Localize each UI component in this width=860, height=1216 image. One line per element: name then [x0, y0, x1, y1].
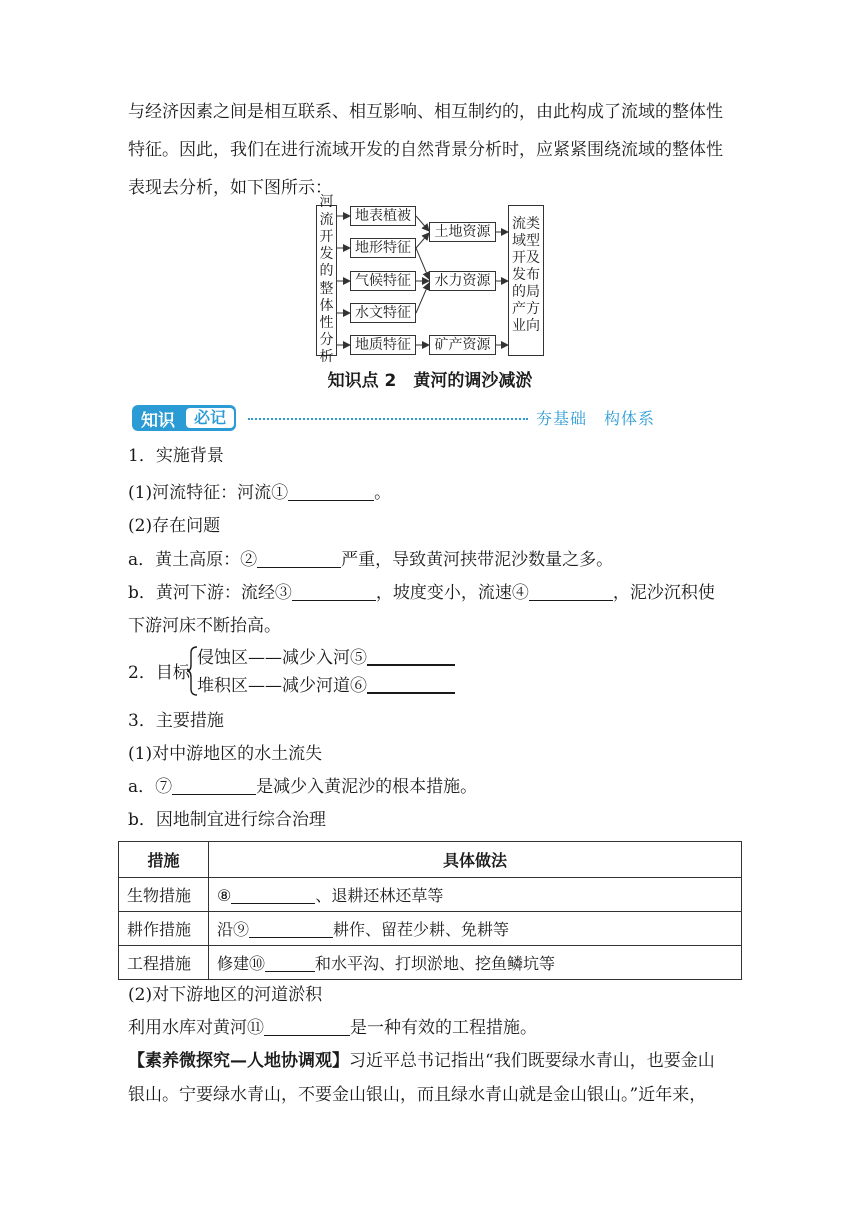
banner-slogan: 夯基础 构体系	[536, 409, 656, 428]
blank-6	[367, 674, 455, 694]
intro-line-1: 与经济因素之间是相互联系、相互影响、相互制约的，由此构成了流域的整体性	[128, 102, 723, 122]
blank-5	[367, 646, 455, 666]
table-row	[119, 946, 742, 980]
table-row	[119, 912, 742, 946]
badge-left-text: 知识	[141, 410, 175, 431]
text: 和水平沟、打坝淤地、挖鱼鳞坑等	[315, 954, 556, 973]
row-practice	[209, 878, 742, 912]
text: (1)河流特征：河流①	[128, 483, 289, 503]
badge-right-text: 必记	[186, 408, 234, 428]
right-char: 开	[512, 250, 526, 266]
footer-line-1	[128, 1049, 715, 1073]
text: 侵蚀区——减少入河⑤	[197, 648, 367, 668]
lower-reach-line-2: 下游河床不断抬高。	[128, 616, 281, 636]
blank-8	[231, 885, 315, 904]
diagram-right-box	[508, 205, 544, 356]
lower-reach-line	[128, 581, 715, 605]
table-header-row	[119, 842, 742, 878]
right-char: 及	[526, 250, 540, 266]
factor-climate: 气候特征	[350, 271, 416, 291]
header-measure: 措施	[119, 842, 209, 878]
knowledge-badge	[132, 405, 236, 431]
right-char: 方	[526, 301, 540, 317]
problem-heading: (2)存在问题	[128, 516, 221, 536]
text: ⑧	[217, 886, 232, 905]
blank-4	[529, 582, 613, 601]
goal-erosion-line	[197, 646, 455, 670]
intro-line-3: 表现去分析，如下图所示：	[128, 178, 332, 198]
blank-1	[288, 482, 374, 501]
right-char: 类	[526, 216, 540, 232]
intro-line-2: 特征。因此，我们在进行流域开发的自然背景分析时，应紧紧围绕流域的整体性	[128, 140, 723, 160]
right-char: 业	[512, 318, 526, 334]
left-char: 析	[319, 349, 334, 366]
goal-label: 2．目标	[128, 663, 190, 683]
resource-water-power: 水力资源	[429, 271, 496, 291]
right-col-2	[526, 216, 540, 335]
river-feature-line	[128, 481, 391, 505]
row-name: 工程措施	[119, 946, 209, 980]
measures-table	[118, 841, 742, 980]
right-char: 向	[526, 318, 540, 334]
section-title: 知识点 2 黄河的调沙减淤	[327, 371, 533, 391]
text: 耕作、留茬少耕、免耕等	[333, 920, 510, 939]
factor-terrain: 地形特征	[350, 238, 416, 258]
right-char: 产	[512, 301, 526, 317]
text: ，泥沙沉积使	[612, 583, 715, 603]
diagram-left-box	[316, 194, 337, 366]
left-char: 流	[319, 211, 334, 228]
left-char: 河	[319, 194, 334, 211]
text: 是一种有效的工程措施。	[350, 1018, 537, 1038]
factor-vegetation: 地表植被	[350, 206, 416, 226]
loess-line	[128, 548, 613, 572]
factor-hydrology: 水文特征	[350, 303, 416, 323]
left-char: 的	[319, 263, 334, 280]
right-char: 流	[512, 216, 526, 232]
heading-background: 1．实施背景	[128, 446, 224, 466]
right-char: 布	[526, 267, 540, 283]
reservoir-line	[128, 1016, 537, 1040]
footer-line-2: 银山。宁要绿水青山，不要金山银山，而且绿水青山就是金山银山。”近年来，	[128, 1085, 707, 1105]
right-char: 局	[526, 284, 540, 300]
right-char: 域	[512, 233, 526, 249]
text: 、退耕还林还草等	[315, 886, 444, 905]
text: ，坡度变小，流速④	[375, 583, 529, 603]
row-name: 生物措施	[119, 878, 209, 912]
left-char: 分	[319, 332, 334, 349]
blank-3	[292, 582, 376, 601]
text: a．黄土高原：②	[128, 550, 258, 570]
resource-mineral: 矿产资源	[429, 335, 496, 355]
blank-10	[265, 953, 315, 972]
factor-geology: 地质特征	[350, 335, 416, 355]
downstream-heading: (2)对下游地区的河道淤积	[128, 985, 323, 1005]
dotted-divider	[248, 418, 528, 420]
literacy-tag: 【素养微探究—人地协调观】	[128, 1051, 349, 1071]
left-char: 体	[319, 297, 334, 314]
goal-deposit-line	[197, 674, 455, 698]
table-row	[119, 878, 742, 912]
header-practice: 具体做法	[209, 842, 742, 878]
resource-land: 土地资源	[429, 222, 496, 242]
text: a．⑦	[128, 777, 173, 797]
text: 是减少入黄泥沙的根本措施。	[256, 777, 478, 797]
row-practice	[209, 946, 742, 980]
left-char: 性	[319, 314, 334, 331]
row-practice	[209, 912, 742, 946]
fundamental-measure-line	[128, 775, 477, 799]
comprehensive-line: b．因地制宜进行综合治理	[128, 810, 326, 830]
text: 堆积区——减少河道⑥	[197, 676, 367, 696]
right-char: 型	[526, 233, 540, 249]
text: 习近平总书记指出“我们既要绿水青山，也要金山	[349, 1051, 715, 1071]
right-col-1	[512, 216, 526, 335]
blank-11	[264, 1017, 350, 1036]
left-char: 发	[319, 246, 334, 263]
text: 利用水库对黄河⑪	[128, 1018, 264, 1038]
arrow-hydrology-to-water	[416, 283, 429, 313]
blank-2	[257, 549, 341, 568]
row-name: 耕作措施	[119, 912, 209, 946]
arrow-terrain-to-water	[416, 248, 429, 279]
blank-9	[249, 919, 333, 938]
blank-7	[172, 776, 256, 795]
text: 沿⑨	[217, 920, 250, 939]
midstream-heading: (1)对中游地区的水土流失	[128, 744, 323, 764]
text: 修建⑩	[217, 954, 266, 973]
arrow-terrain-to-land	[416, 233, 429, 248]
text: 。	[374, 483, 392, 503]
right-char: 发	[512, 267, 526, 283]
left-char: 开	[319, 228, 334, 245]
text: 严重，导致黄河挟带泥沙数量之多。	[341, 550, 614, 570]
measures-heading: 3．主要措施	[128, 711, 224, 731]
arrow-vegetation-to-land	[416, 216, 429, 231]
left-char: 整	[319, 280, 334, 297]
right-char: 的	[512, 284, 526, 300]
text: b．黄河下游：流经③	[128, 583, 292, 603]
